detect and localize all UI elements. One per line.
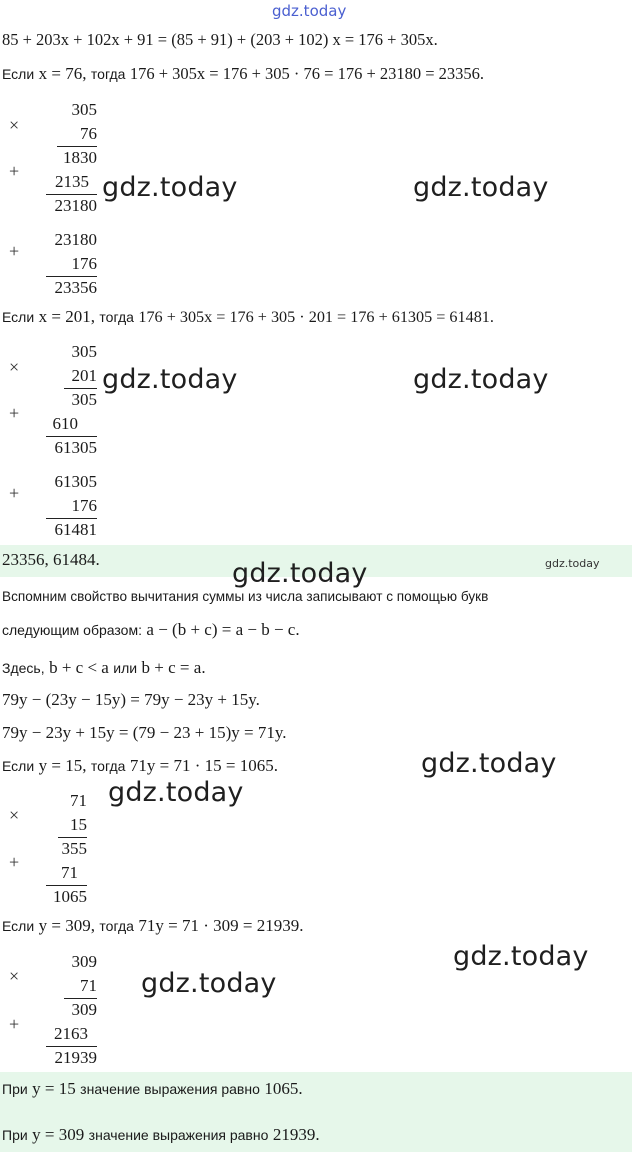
watermark: gdz.today bbox=[413, 364, 549, 395]
text-lead: Здесь, bbox=[2, 660, 45, 676]
watermark: gdz.today bbox=[421, 748, 557, 779]
calc-row: 1830 bbox=[63, 148, 97, 167]
paragraph-line-2 bbox=[2, 618, 300, 642]
text-if: Если bbox=[2, 66, 35, 82]
watermark-small: gdz.today bbox=[545, 557, 600, 570]
math-x201: x = 201, bbox=[38, 307, 95, 326]
calc-row: 61305 bbox=[54, 472, 97, 491]
text-value-is: значение выражения равно bbox=[88, 1127, 269, 1143]
text-then: тогда bbox=[99, 918, 134, 934]
plus-sign: + bbox=[9, 1014, 20, 1034]
text-if: Если bbox=[2, 918, 35, 934]
calc-row: 309 bbox=[71, 952, 97, 971]
answer-value: 21939. bbox=[272, 1125, 320, 1144]
calc-row: 71 bbox=[80, 976, 97, 995]
times-sign: × bbox=[9, 115, 20, 135]
answer-y309 bbox=[2, 1123, 320, 1147]
text-then: тогда bbox=[90, 758, 126, 774]
text-at: При bbox=[2, 1127, 28, 1143]
equation-line-y2: 79y − 23y + 15y = (79 − 23 + 15)y = 71y. bbox=[2, 723, 287, 742]
calc-row: 2163 bbox=[54, 1024, 88, 1043]
calc-row: 176 bbox=[71, 254, 97, 273]
watermark: gdz.today bbox=[141, 968, 277, 999]
math-result-x76: 176 + 305x = 176 + 305 · 76 = 176 + 23180 = 23356. bbox=[129, 64, 485, 83]
times-sign: × bbox=[9, 966, 20, 986]
plus-sign: + bbox=[9, 403, 20, 423]
calc-row: 23180 bbox=[54, 196, 97, 215]
calc-row: 305 bbox=[71, 390, 97, 409]
watermark: gdz.today bbox=[102, 172, 238, 203]
condition-line-x201 bbox=[2, 305, 494, 329]
math-identity: a − (b + c) = a − b − c. bbox=[146, 620, 300, 639]
times-sign: × bbox=[9, 805, 20, 825]
text-or: или bbox=[113, 660, 138, 676]
text-lead: следующим образом: bbox=[2, 622, 142, 638]
paragraph-line-1: Вспомним свойство вычитания суммы из числа записывают с помощью букв bbox=[2, 589, 489, 604]
calc-row: 61305 bbox=[54, 438, 97, 457]
watermark-top: gdz.today bbox=[272, 2, 347, 20]
math-y15: y = 15 bbox=[32, 1079, 76, 1098]
condition-line-x76 bbox=[2, 62, 484, 86]
plus-sign: + bbox=[9, 241, 20, 261]
text-at: При bbox=[2, 1081, 28, 1097]
calc-row: 176 bbox=[71, 496, 97, 515]
text-value-is: значение выражения равно bbox=[80, 1081, 260, 1097]
math-x76: x = 76, bbox=[38, 64, 87, 83]
math-condition-1: b + c < a bbox=[49, 658, 109, 677]
calc-row: 305 bbox=[71, 100, 97, 119]
answer-value: 1065. bbox=[264, 1079, 303, 1098]
paragraph-line-3 bbox=[2, 656, 206, 680]
answer-1: 23356, 61484. bbox=[2, 550, 100, 569]
calc-row: 1065 bbox=[53, 887, 87, 906]
calc-row: 23356 bbox=[54, 278, 97, 297]
watermark: gdz.today bbox=[102, 364, 238, 395]
math-result-y15: 71y = 71 · 15 = 1065. bbox=[129, 756, 278, 775]
calc-row: 71 bbox=[61, 863, 78, 882]
calc-row: 23180 bbox=[54, 230, 97, 249]
watermark: gdz.today bbox=[453, 941, 589, 972]
plus-sign: + bbox=[9, 483, 20, 503]
math-result-x201: 176 + 305x = 176 + 305 · 201 = 176 + 61305 = 61481. bbox=[138, 308, 494, 326]
answer-y15 bbox=[2, 1077, 303, 1101]
math-condition-2: b + c = a. bbox=[141, 658, 206, 677]
text-then: тогда bbox=[99, 309, 134, 325]
watermark: gdz.today bbox=[232, 558, 368, 589]
math-y309: y = 309, bbox=[38, 916, 95, 935]
calc-row: 15 bbox=[70, 815, 87, 834]
plus-sign: + bbox=[9, 852, 20, 872]
math-y15: y = 15, bbox=[38, 756, 87, 775]
watermark: gdz.today bbox=[413, 172, 549, 203]
equation-line-1: 85 + 203x + 102x + 91 = (85 + 91) + (203 + 102) x = 176 + 305x. bbox=[2, 30, 438, 49]
calc-row: 610 bbox=[52, 414, 78, 433]
plus-sign: + bbox=[9, 161, 20, 181]
calc-row: 201 bbox=[71, 366, 97, 385]
watermark: gdz.today bbox=[108, 777, 244, 808]
text-if: Если bbox=[2, 758, 35, 774]
calc-row: 305 bbox=[71, 342, 97, 361]
math-y309: y = 309 bbox=[32, 1125, 85, 1144]
calc-row: 355 bbox=[61, 839, 87, 858]
text-then: тогда bbox=[90, 66, 126, 82]
calc-row: 21939 bbox=[54, 1048, 97, 1067]
calc-row: 2135 bbox=[55, 172, 89, 191]
calc-row: 76 bbox=[80, 124, 97, 143]
calc-row: 71 bbox=[70, 791, 87, 810]
times-sign: × bbox=[9, 357, 20, 377]
calc-row: 309 bbox=[71, 1000, 97, 1019]
condition-line-y15 bbox=[2, 754, 278, 778]
calc-row: 61481 bbox=[54, 520, 97, 539]
math-result-y309: 71y = 71 · 309 = 21939. bbox=[138, 916, 304, 935]
condition-line-y309 bbox=[2, 914, 303, 938]
equation-line-y1: 79y − (23y − 15y) = 79y − 23y + 15y. bbox=[2, 690, 260, 709]
text-if: Если bbox=[2, 309, 35, 325]
